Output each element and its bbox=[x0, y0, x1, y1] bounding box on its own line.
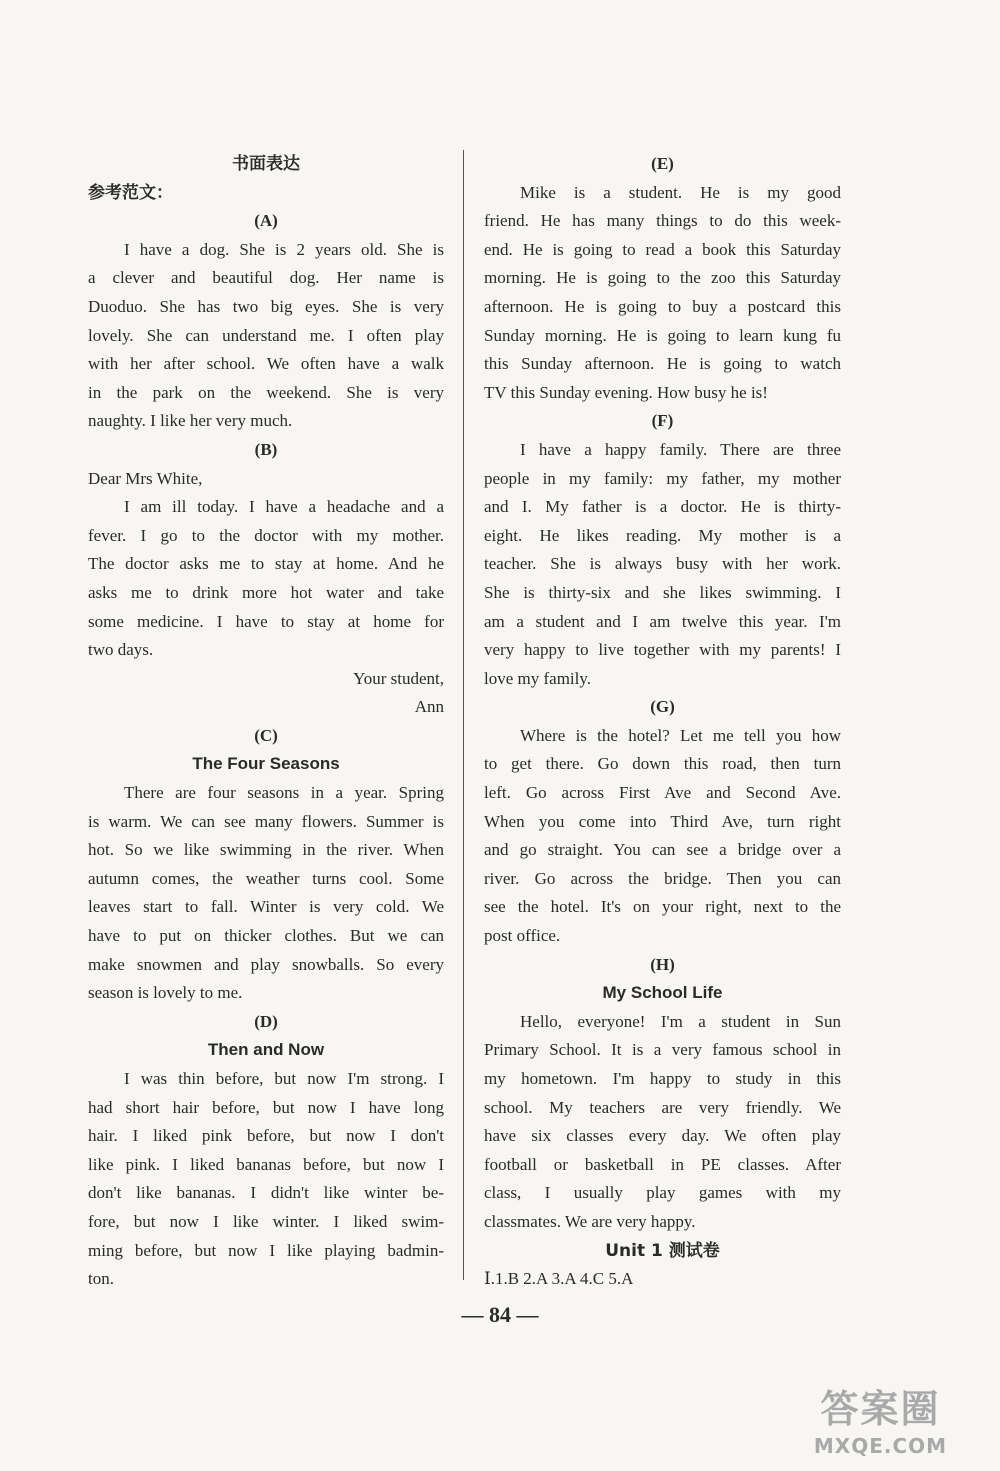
watermark-url: MXQE.COM bbox=[813, 1434, 948, 1458]
essay-line: see the hotel. It's on your right, next to the bbox=[484, 897, 841, 917]
essay-line: fever. I go to the doctor with my mother. bbox=[88, 525, 444, 545]
essay-line: eight. He likes reading. My mother is a bbox=[484, 525, 841, 545]
essay-g-body bbox=[484, 722, 841, 951]
essay-line: football or basketball in PE classes. After bbox=[484, 1154, 841, 1174]
essay-f-label: (F) bbox=[651, 411, 674, 431]
essay-line: make snowmen and play snowballs. So every bbox=[88, 954, 444, 974]
essay-line: Sunday morning. He is going to learn kung fu bbox=[484, 325, 841, 345]
essay-line: post office. bbox=[484, 926, 561, 946]
essay-line: this Sunday afternoon. He is going to watch bbox=[484, 354, 841, 374]
essay-line: Primary School. It is a very famous school in bbox=[484, 1040, 841, 1060]
essay-e-label: (E) bbox=[651, 154, 674, 173]
column-divider bbox=[463, 150, 464, 1280]
essay-line: river. Go across the bridge. Then you can bbox=[484, 868, 841, 888]
essay-line: very happy to live together with my parents! I bbox=[484, 640, 841, 660]
essay-c-label: (C) bbox=[254, 725, 278, 745]
essay-f-body bbox=[484, 436, 841, 693]
essay-line: When you come into Third Ave, turn right bbox=[484, 811, 841, 831]
essay-line: friend. He has many things to do this week- bbox=[484, 211, 841, 231]
essay-line: have six classes every day. We often play bbox=[484, 1126, 841, 1146]
essay-line: I have a dog. She is 2 years old. She is bbox=[124, 239, 444, 259]
essay-line: in the park on the weekend. She is very bbox=[88, 382, 444, 402]
essay-line: is warm. We can see many flowers. Summer is bbox=[88, 811, 444, 831]
essay-line: I was thin before, but now I'm strong. I bbox=[124, 1069, 444, 1088]
essay-line: Duoduo. She has two big eyes. She is very bbox=[88, 296, 444, 316]
left-column bbox=[88, 150, 444, 1294]
essay-line: She is thirty-six and she likes swimming. I bbox=[484, 582, 841, 602]
essay-line: and I. My father is a doctor. He is thirty- bbox=[484, 497, 841, 517]
essay-line: The doctor asks me to stay at home. And he bbox=[88, 554, 444, 574]
page-number: — 84 — bbox=[461, 1302, 539, 1327]
essay-line: left. Go across First Ave and Second Ave. bbox=[484, 783, 841, 803]
essay-line: love my family. bbox=[484, 668, 592, 688]
essay-line: Hello, everyone! I'm a student in Sun bbox=[520, 1011, 841, 1031]
essay-line: two days. bbox=[88, 640, 154, 660]
unit-test-title: Unit 1 测试卷 bbox=[605, 1240, 720, 1261]
essay-line: lovely. She can understand me. I often play bbox=[88, 325, 444, 345]
letter-closing: Your student, bbox=[353, 668, 444, 688]
letter-salutation: Dear Mrs White, bbox=[88, 468, 203, 488]
essay-line: hot. So we like swimming in the river. When bbox=[88, 840, 444, 860]
essay-line: season is lovely to me. bbox=[88, 983, 243, 1003]
essay-c-body bbox=[88, 779, 444, 1008]
essay-line: with her after school. We often have a walk bbox=[88, 354, 444, 374]
essay-line: class, I usually play games with my bbox=[484, 1183, 841, 1203]
essay-a-label: (A) bbox=[254, 211, 278, 231]
essay-b-body bbox=[88, 465, 444, 722]
model-essay-label: 参考范文： bbox=[88, 182, 173, 203]
letter-signature: Ann bbox=[414, 697, 444, 717]
essay-h-title: My School Life bbox=[602, 983, 723, 1003]
essay-line: There are four seasons in a year. Spring bbox=[124, 783, 444, 803]
section-title: 书面表达 bbox=[232, 154, 300, 174]
essay-line: like pink. I liked bananas before, but now I bbox=[88, 1154, 444, 1174]
essay-line: leaves start to fall. Winter is very cold. We bbox=[88, 897, 444, 917]
essay-line: have to put on thicker clothes. But we can bbox=[88, 926, 444, 946]
essay-line: I am ill today. I have a headache and a bbox=[124, 497, 444, 517]
essay-line: a clever and beautiful dog. Her name is bbox=[88, 268, 444, 288]
essay-line: some medicine. I have to stay at home for bbox=[88, 611, 444, 631]
essay-a-body bbox=[88, 236, 444, 436]
essay-line: had short hair before, but now I have long bbox=[88, 1097, 444, 1117]
essay-line: afternoon. He is going to buy a postcard this bbox=[484, 296, 841, 316]
essay-line: ton. bbox=[88, 1269, 114, 1289]
essay-line: classmates. We are very happy. bbox=[484, 1211, 696, 1231]
essay-line: Where is the hotel? Let me tell you how bbox=[520, 725, 841, 745]
essay-line: teacher. She is always busy with her work. bbox=[484, 554, 841, 574]
watermark-text: 答案圈 bbox=[820, 1387, 941, 1431]
essay-line: am a student and I am twelve this year. I'm bbox=[484, 611, 841, 631]
essay-b-label: (B) bbox=[254, 439, 278, 459]
essay-line: hair. I liked pink before, but now I don't bbox=[88, 1126, 444, 1146]
essay-line: end. He is going to read a book this Saturday bbox=[484, 239, 841, 259]
essay-line: morning. He is going to the zoo this Saturday bbox=[484, 268, 841, 288]
right-column bbox=[484, 150, 841, 1294]
essay-d-label: (D) bbox=[254, 1011, 278, 1031]
essay-line: and go straight. You can see a bridge over a bbox=[484, 840, 841, 860]
essay-line: TV this Sunday evening. How busy he is! bbox=[484, 382, 768, 402]
essay-line: I have a happy family. There are three bbox=[520, 439, 841, 459]
essay-line: asks me to drink more hot water and take bbox=[88, 582, 444, 602]
essay-c-title: The Four Seasons bbox=[192, 754, 340, 774]
essay-line: Mike is a student. He is my good bbox=[520, 182, 841, 202]
essay-line: fore, but now I like winter. I liked swim- bbox=[88, 1211, 444, 1231]
essay-g-label: (G) bbox=[650, 697, 675, 717]
essay-line: autumn comes, the weather turns cool. Some bbox=[88, 868, 444, 888]
essay-e-body bbox=[484, 179, 841, 408]
essay-line: to get there. Go down this road, then turn bbox=[484, 754, 841, 774]
essay-line: my hometown. I'm happy to study in this bbox=[484, 1069, 841, 1088]
watermark-logo bbox=[773, 1385, 988, 1465]
essay-h-body bbox=[484, 1008, 841, 1237]
essay-d-title: Then and Now bbox=[207, 1040, 325, 1060]
essay-line: ming before, but now I like playing badmin- bbox=[88, 1240, 444, 1260]
answer-key: Ⅰ.1.B 2.A 3.A 4.C 5.A bbox=[484, 1269, 634, 1289]
essay-h-label: (H) bbox=[650, 954, 675, 974]
essay-d-body bbox=[88, 1065, 444, 1294]
essay-line: naughty. I like her very much. bbox=[88, 411, 293, 431]
essay-line: school. My teachers are very friendly. We bbox=[484, 1097, 841, 1117]
essay-line: people in my family: my father, my mother bbox=[484, 468, 841, 488]
essay-line: don't like bananas. I didn't like winter be- bbox=[88, 1183, 444, 1203]
